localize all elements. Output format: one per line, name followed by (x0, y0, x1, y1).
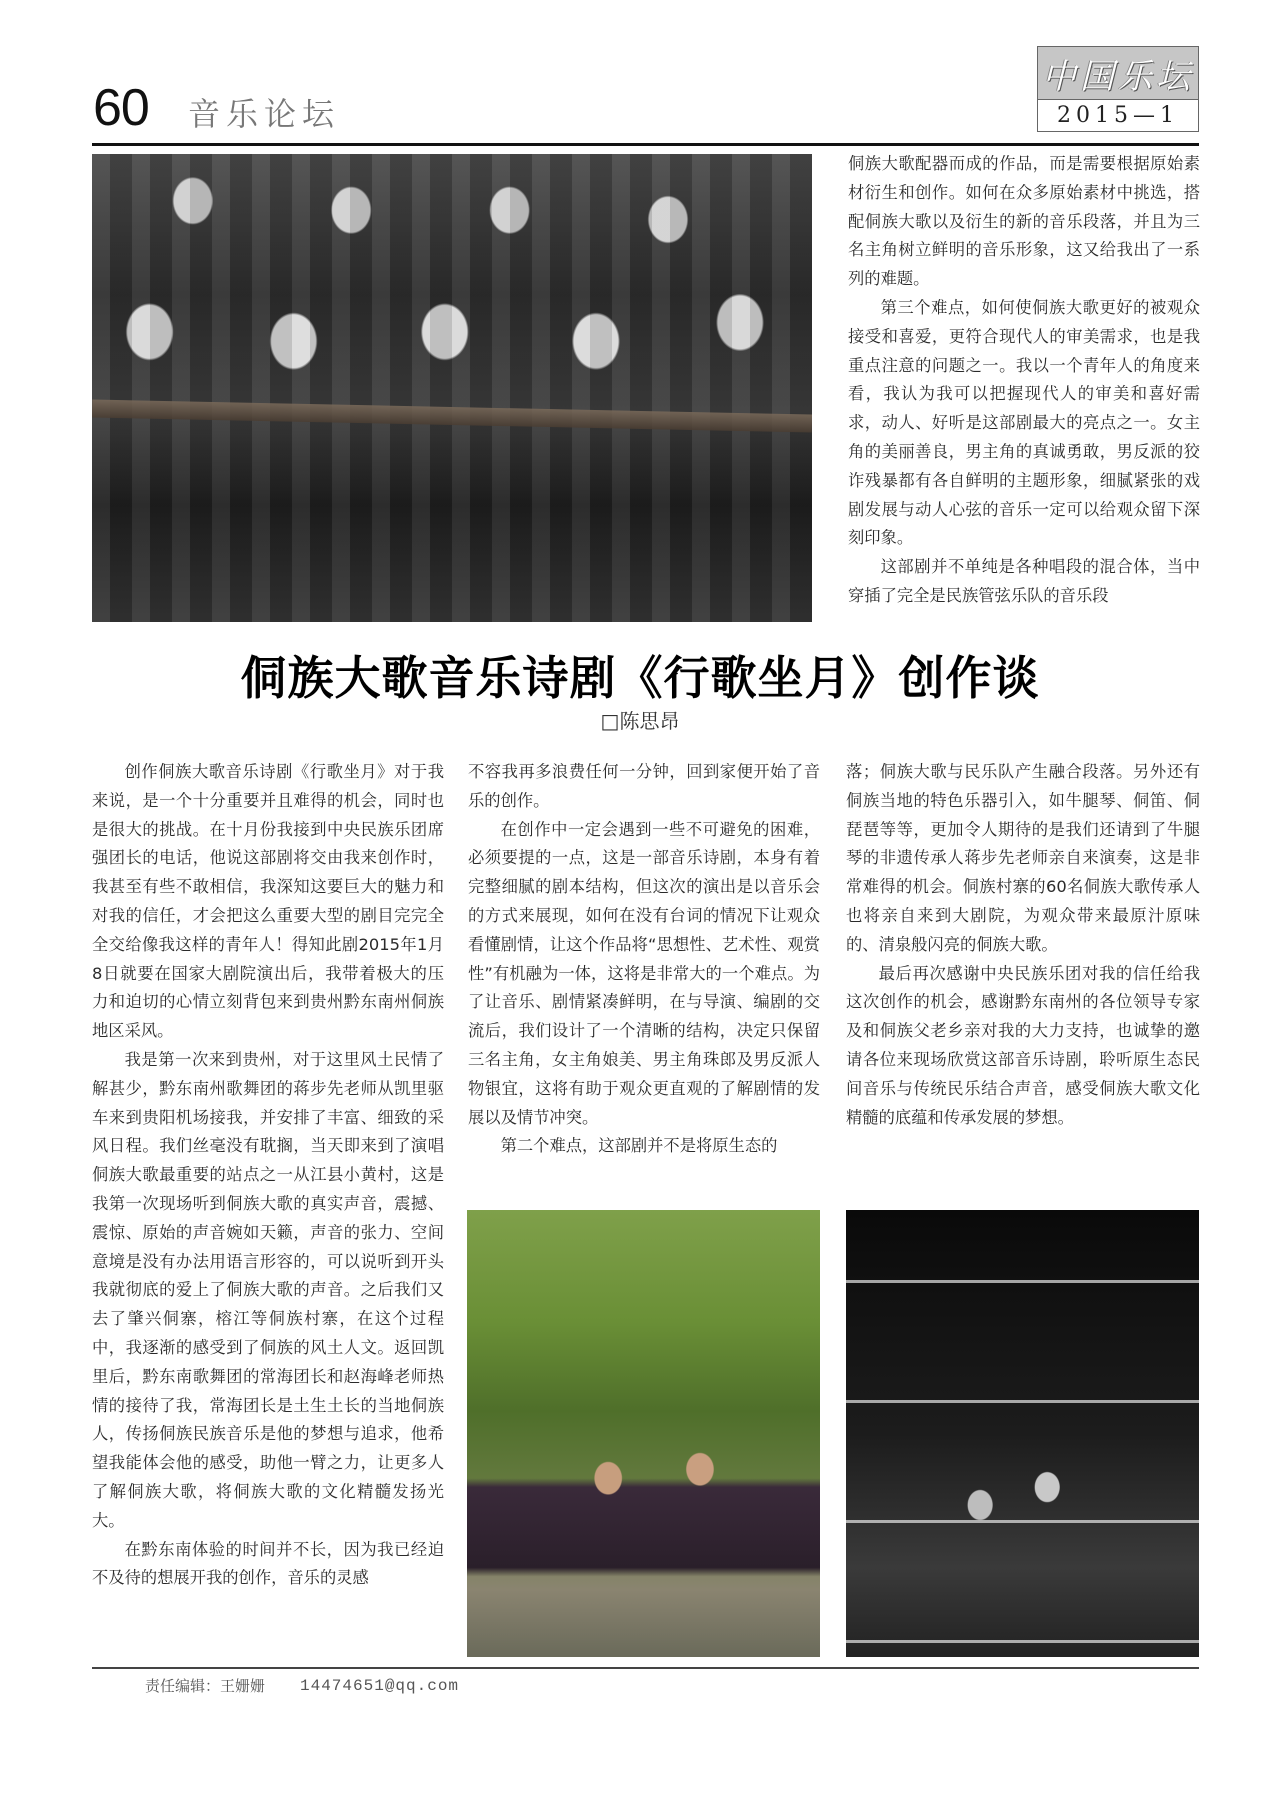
masthead (1037, 46, 1199, 132)
article-column-1 (92, 758, 444, 1593)
photo-choir (92, 154, 812, 622)
article-byline: □陈思昂 (600, 709, 680, 733)
paragraph: 不容我再多浪费任何一分钟，回到家便开始了音乐的创作。 (468, 762, 820, 810)
paragraph: 第二个难点，这部剧并不是将原生态的 (500, 1136, 778, 1156)
footer-email: 14474651@qq.com (300, 1677, 460, 1695)
article-column-2 (468, 758, 820, 1161)
page-number: 60 (93, 79, 149, 137)
masthead-issue: 2015—1 (1038, 99, 1198, 131)
article-column-top-right (848, 150, 1200, 611)
paragraph: 侗族大歌配器而成的作品，而是需要根据原始素材衍生和创作。如何在众多原始素材中挑选，搭配侗族大歌以及衍生的新的音乐段落，并且为三名主角树立鲜明的音乐形象，这又给我出了一系列的难题。 (848, 154, 1200, 289)
article-title: 侗族大歌音乐诗剧《行歌坐月》创作谈 (240, 651, 1040, 705)
footer-rule (92, 1667, 1199, 1669)
paragraph: 最后再次感谢中央民族乐团对我的信任给我这次创作的机会，感谢黔东南州的各位领导专家及和侗族父老乡亲对我的大力支持，也诚挚的邀请各位来现场欣赏这部音乐诗剧，聆听原生态民间音乐与传统民乐结合声音，感受侗族大歌文化精髓的底蕴和传承发展的梦想。 (846, 963, 1200, 1127)
paragraph: 创作侗族大歌音乐诗剧《行歌坐月》对于我来说，是一个十分重要并且难得的机会，同时也是很大的挑战。在十月份我接到中央民族乐团席强团长的电话，他说这部剧将交由我来创作时，我甚至有些不敢相信，我深知这要巨大的魅力和对我的信任，才会把这么重要大型的剧目完完全全交给像我这样的青年人！得知此剧2015年1月8日就要在国家大剧院演出后，我带着极大的压力和迫切的心情立刻背包来到贵州黔东南州侗族地区采风。 (92, 762, 444, 1041)
paragraph: 我是第一次来到贵州，对于这里风土民情了解甚少，黔东南州歌舞团的蒋步先老师从凯里驱车来到贵阳机场接我，并安排了丰富、细致的采风日程。我们丝毫没有耽搁，当天即来到了演唱侗族大歌最重要的站点之一从江县小黄村，这是我第一次现场听到侗族大歌的真实声音，震撼、震惊、原始的声音婉如天籁，声音的张力、空间意境是没有办法用语言形容的，可以说听到开头我就彻底的爱上了侗族大歌的声音。之后我们又去了肇兴侗寨，榕江等侗族村寨，在这个过程中，我逐渐的感受到了侗族的风土人文。返回凯里后，黔东南歌舞团的常海团长和赵海峰老师热情的接待了我，常海团长是土生土长的当地侗族人，传扬侗族民族音乐是他的梦想与追求，他希望我能体会他的感受，助他一臂之力，让更多人了解侗族大歌，将侗族大歌的文化精髓发扬光大。 (92, 1049, 444, 1530)
photo-women-path (467, 1210, 820, 1657)
masthead-logo: 中国乐坛 (1038, 47, 1198, 99)
paragraph: 第三个难点，如何使侗族大歌更好的被观众接受和喜爱，更符合现代人的审美需求，也是我重点注意的问题之一。我以一个青年人的角度来看，我认为我可以把握现代人的审美和喜好需求，动人、好听是这部剧最大的亮点之一。女主角的美丽善良，男主角的真诚勇敢，男反派的狡诈残暴都有各自鲜明的主题形象，细腻紧张的戏剧发展与动人心弦的音乐一定可以给观众留下深刻印象。 (848, 297, 1200, 548)
paragraph: 在创作中一定会遇到一些不可避免的困难，必须要提的一点，这是一部音乐诗剧，本身有着完整细腻的剧本结构，但这次的演出是以音乐会的方式来展现，如何在没有台词的情况下让观众看懂剧情，让这个作品将“思想性、艺术性、观赏性”有机融为一体，这将是非常大的一个难点。为了让音乐、剧情紧凑鲜明，在与导演、编剧的交流后，我们设计了一个清晰的结构，决定只保留三名主角，女主角娘美、男主角珠郎及男反派人物银宜，这将有助于观众更直观的了解剧情的发展以及情节冲突。 (468, 819, 820, 1127)
paragraph: 在黔东南体验的时间并不长，因为我已经迫不及待的想展开我的创作，音乐的灵感 (92, 1539, 444, 1588)
section-name: 音乐论坛 (188, 95, 341, 133)
header-rule (92, 143, 1199, 146)
footer-editor: 责任编辑：王姗姗 (145, 1677, 266, 1695)
photo-stage-performance (846, 1210, 1199, 1657)
paragraph: 这部剧并不单纯是各种唱段的混合体，当中穿插了完全是民族管弦乐队的音乐段 (848, 557, 1200, 605)
paragraph: 落；侗族大歌与民乐队产生融合段落。另外还有侗族当地的特色乐器引入，如牛腿琴、侗笛、侗琵琶等等，更加令人期待的是我们还请到了牛腿琴的非遗传承人蒋步先老师亲自来演奏，这是非常难得的机会。侗族村寨的60名侗族大歌传承人也将亲自来到大剧院，为观众带来最原汁原味的、清泉般闪亮的侗族大歌。 (846, 762, 1200, 954)
article-column-3 (846, 758, 1200, 1132)
